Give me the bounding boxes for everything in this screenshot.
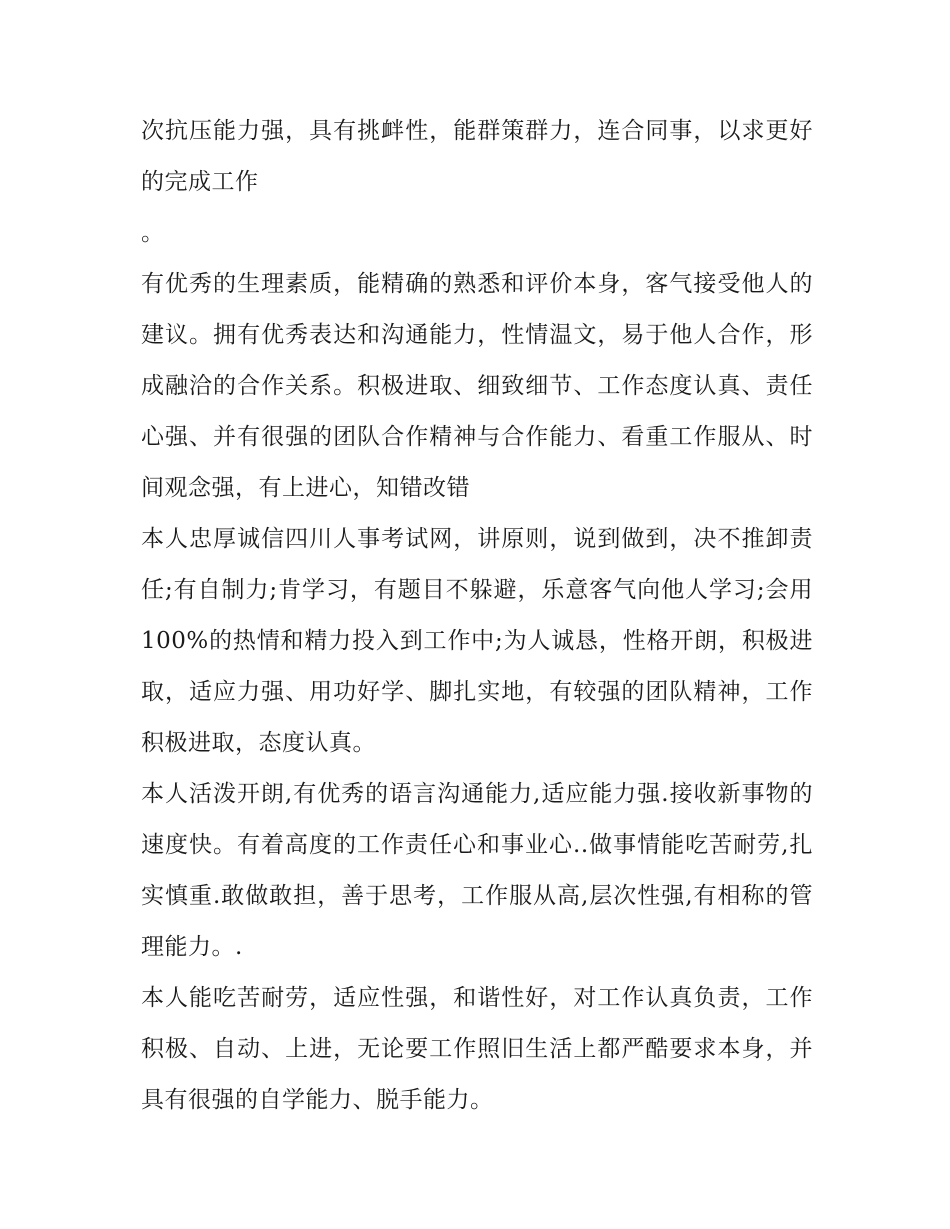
document-body (141, 106, 813, 1126)
paragraph-5: 本人活泼开朗,有优秀的语言沟通能力,适应能力强.接收新事物的速度快。有着高度的工作责任心和事业心..做事情能吃苦耐劳,扎实慎重.敢做敢担，善于思考，工作服从高,层次性强,有相称的管理能力。. (141, 781, 813, 960)
paragraph-3: 有优秀的生理素质，能精确的熟悉和评价本身，客气接受他人的建议。拥有优秀表达和沟通能力，性情温文，易于他人合作，形成融洽的合作关系。积极进取、细致细节、工作态度认真、责任心强、并有很强的团队合作精神与合作能力、看重工作服从、时间观念强，有上进心，知错改错 (141, 271, 813, 501)
paragraph-4: 本人忠厚诚信四川人事考试网，讲原则，说到做到，决不推卸责任;有自制力;肯学习，有题目不躲避，乐意客气向他人学习;会用100%的热情和精力投入到工作中;为人诚恳，性格开朗，积极进取，适应力强、用功好学、脚扎实地，有较强的团队精神，工作积极进取，态度认真。 (141, 526, 813, 756)
paragraph-1: 次抗压能力强，具有挑衅性，能群策群力，连合同事，以求更好的完成工作 (141, 118, 813, 195)
paragraph-2: 。 (141, 220, 165, 246)
paragraph-6: 本人能吃苦耐劳，适应性强，和谐性好，对工作认真负责，工作积极、自动、上进，无论要工作照旧生活上都严酷要求本身，并具有很强的自学能力、脱手能力。 (141, 985, 813, 1113)
